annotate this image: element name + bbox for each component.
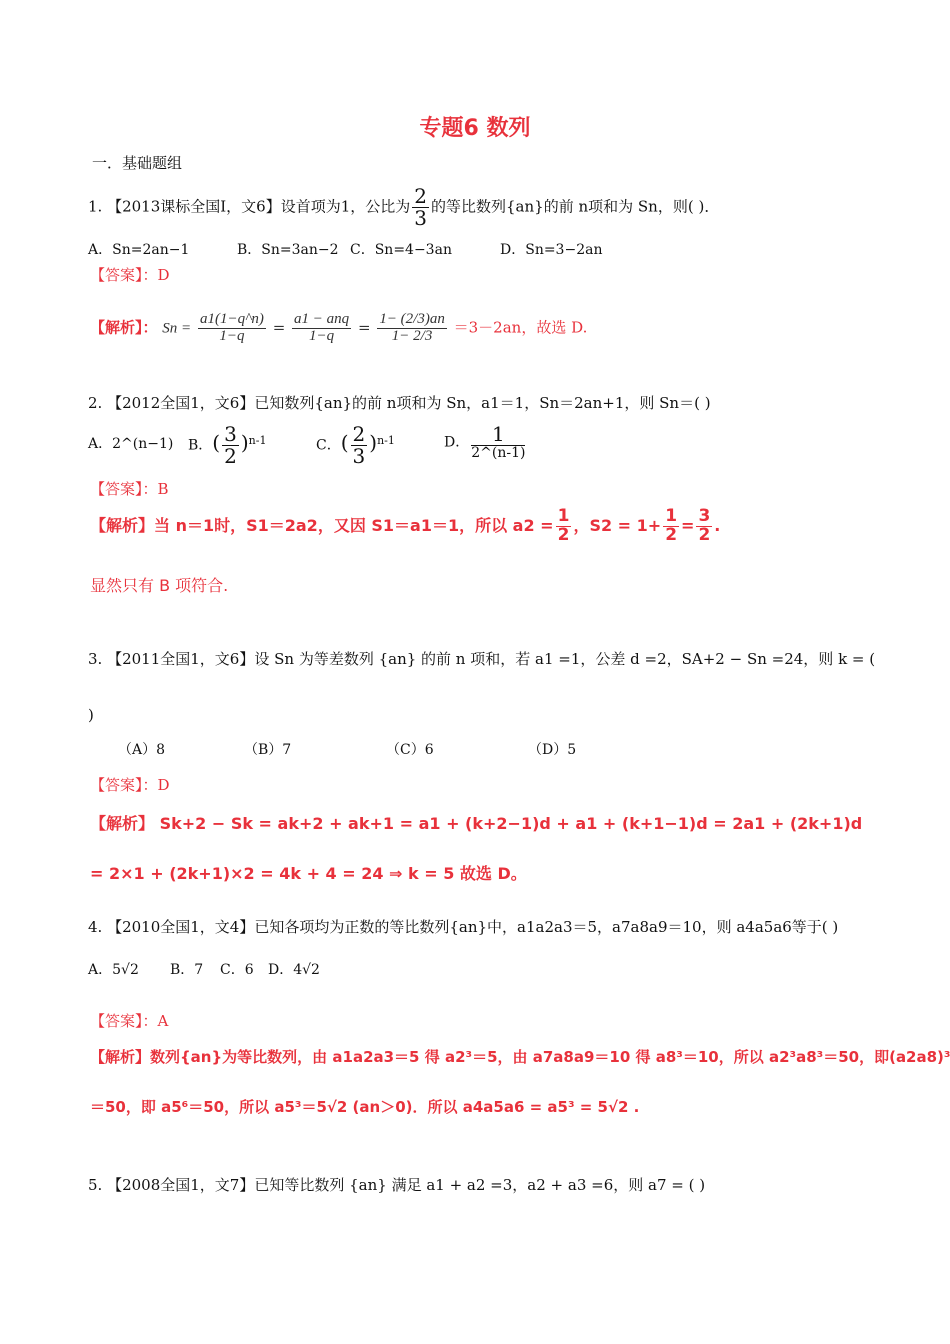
q4-analysis-line2: ＝50，即 a5⁶＝50，所以 a5³＝5√2 (an＞0)．所以 a4a5a6 = a5³ = 5√2 . (90, 1098, 640, 1116)
q2-analysis-part4: . (714, 515, 721, 535)
page-title: 专题6 数列 (419, 116, 531, 141)
q4-option-d: D．4√2 (268, 962, 320, 978)
q1-ratio-fraction (412, 186, 429, 229)
q2-analysis-part1: 【解析】当 n＝1时，S1＝2a2，又因 S1＝a1＝1，所以 a2 = (90, 515, 554, 535)
q2-option-c: C．( $\frac{2}{3}$ )$^{n-1}$ (316, 422, 395, 468)
q4-answer: 【答案】：A (90, 1012, 169, 1030)
q1-answer: 【答案】：D (90, 266, 170, 284)
q3-answer: 【答案】：D (90, 776, 170, 794)
q2-optb-den: 2 (224, 444, 237, 468)
q1-frac3-den: 1− 2/3 (391, 327, 433, 344)
q1-stem-suffix: 的等比数列{an}的前 n项和为 Sn，则( )． (431, 197, 720, 216)
q2-optd-den: 2^(n-1) (471, 445, 526, 461)
q1-analysis-frac1 (198, 312, 266, 345)
q4-option-b: B．7 (170, 962, 204, 978)
q1-frac1-num: a1(1−q^n) (199, 311, 264, 327)
q4-option-c: C．6 (220, 962, 254, 978)
q2-analysis-frac3 (696, 508, 712, 545)
q4-option-a: A．5√2 (88, 962, 139, 978)
question-2-stem: 2. 【2012全国1，文6】已知数列{an}的前 n项和为 Sn，a1＝1，Sn＝2an+1，则 Sn＝( ) (88, 394, 711, 412)
question-3-stem: 3. 【2011全国1，文6】设 Sn 为等差数列 {an} 的前 n 项和，若 a1 =1，公差 d =2，SA+2 − Sn =24，则 k = ( (88, 650, 876, 668)
q2-ana-f2-den: 2 (665, 524, 678, 545)
q2-optb-num: 3 (224, 422, 237, 446)
q2-ana-f3-num: 3 (698, 506, 711, 526)
q2-ana-f3-den: 2 (698, 524, 711, 545)
q2-analysis-part2: ，S2 = 1+ (573, 515, 662, 535)
q3-analysis-line2: = 2×1 + (2k+1)×2 = 4k + 4 = 24 ⇒ k = 5 故选 D。 (90, 864, 527, 883)
q2-optc-den: 3 (352, 444, 366, 468)
q1-option-c: C．Sn=4−3an (350, 242, 452, 258)
q1-analysis: 【解析】： Sn = $\frac{a1(1-q\^{}n)}{1-q}$ = $\frac{\text{a1 − anq}}{1-q}$ = $\frac{1- (2/3)an}{1- 2/3}$ ＝3－2an，故选 D. (90, 311, 588, 344)
q3-option-d: （D）5 (528, 742, 577, 758)
q2-option-d-fraction (471, 424, 525, 461)
q1-analysis-frac3 (377, 312, 447, 345)
question-3-stem-close: ) (88, 706, 94, 724)
q3-option-b: （B）7 (244, 742, 292, 758)
q3-option-a: （A）8 (118, 742, 166, 758)
q3-analysis-line1: 【解析】 Sk+2 − Sk = ak+2 + ak+1 = a1 + (k+2−1)d + a1 + (k+1−1)d = 2a1 + (2k+1)d (90, 814, 863, 833)
q2-option-b-label: B． (188, 437, 213, 454)
q1-analysis-label: 【解析】： (90, 318, 158, 337)
q1-stem-prefix: 1. 【2013课标全国Ⅰ，文6】设首项为1，公比为 (88, 197, 411, 216)
q2-optc-exp: n-1 (377, 433, 395, 447)
q1-ratio-num: 2 (414, 184, 428, 208)
q2-option-a: A．2^(n−1) (88, 436, 174, 452)
q2-ana-f2-num: 1 (665, 506, 678, 526)
q2-optb-exp: n-1 (248, 433, 267, 447)
q2-answer: 【答案】：B (90, 480, 169, 498)
question-1-stem (88, 186, 719, 229)
q1-frac1-den: 1−q (219, 327, 245, 344)
q2-analysis-frac1 (556, 508, 572, 545)
q2-ana-f1-num: 1 (557, 506, 570, 526)
q1-analysis-tail: ＝3－2an，故选 D. (453, 318, 588, 337)
q1-option-a: A．Sn=2an−1 (88, 242, 190, 258)
q2-analysis-line2: 显然只有 B 项符合. (90, 576, 229, 595)
q2-option-d-label: D． (444, 434, 470, 451)
q2-optd-num: 1 (471, 424, 525, 446)
q2-option-d (444, 424, 527, 461)
q2-option-b: B．( $\frac{3}{2}$ )$^{n-1}$ (188, 422, 267, 468)
q1-option-d: D．Sn=3−2an (500, 242, 603, 258)
q2-option-b-fraction (222, 424, 239, 467)
q1-frac2-den: 1−q (309, 327, 335, 344)
q1-analysis-sn: Sn = (162, 320, 192, 337)
q1-option-b: B．Sn=3an−2 (237, 242, 339, 258)
q1-frac3-num: 1− (2/3)an (379, 311, 445, 327)
question-4-stem: 4. 【2010全国1，文4】已知各项均为正数的等比数列{an}中，a1a2a3＝5，a7a8a9＝10，则 a4a5a6等于( ) (88, 918, 839, 936)
question-5-stem: 5. 【2008全国1，文7】已知等比数列 {an} 满足 a1 + a2 =3，a2 + a3 =6，则 a7 = ( ) (88, 1176, 706, 1194)
q2-analysis (90, 508, 720, 545)
q3-option-c: （C）6 (386, 742, 434, 758)
q2-ana-f1-den: 2 (557, 524, 570, 545)
section-heading: 一．基础题组 (92, 154, 183, 172)
q1-ratio-den: 3 (414, 206, 428, 230)
q2-option-c-fraction (351, 424, 368, 467)
q1-frac2-num: a1 − anq (294, 311, 350, 327)
q4-analysis-line1: 【解析】数列{an}为等比数列，由 a1a2a3＝5 得 a2³＝5，由 a7a8a9＝10 得 a8³＝10，所以 a2³a8³＝50，即(a2a8)³ (90, 1048, 950, 1066)
q2-option-c-label: C． (316, 437, 341, 454)
q1-analysis-frac2 (292, 312, 351, 345)
q2-analysis-frac2 (663, 508, 679, 545)
q2-analysis-part3: = (681, 515, 695, 535)
q2-optc-num: 2 (352, 422, 366, 446)
